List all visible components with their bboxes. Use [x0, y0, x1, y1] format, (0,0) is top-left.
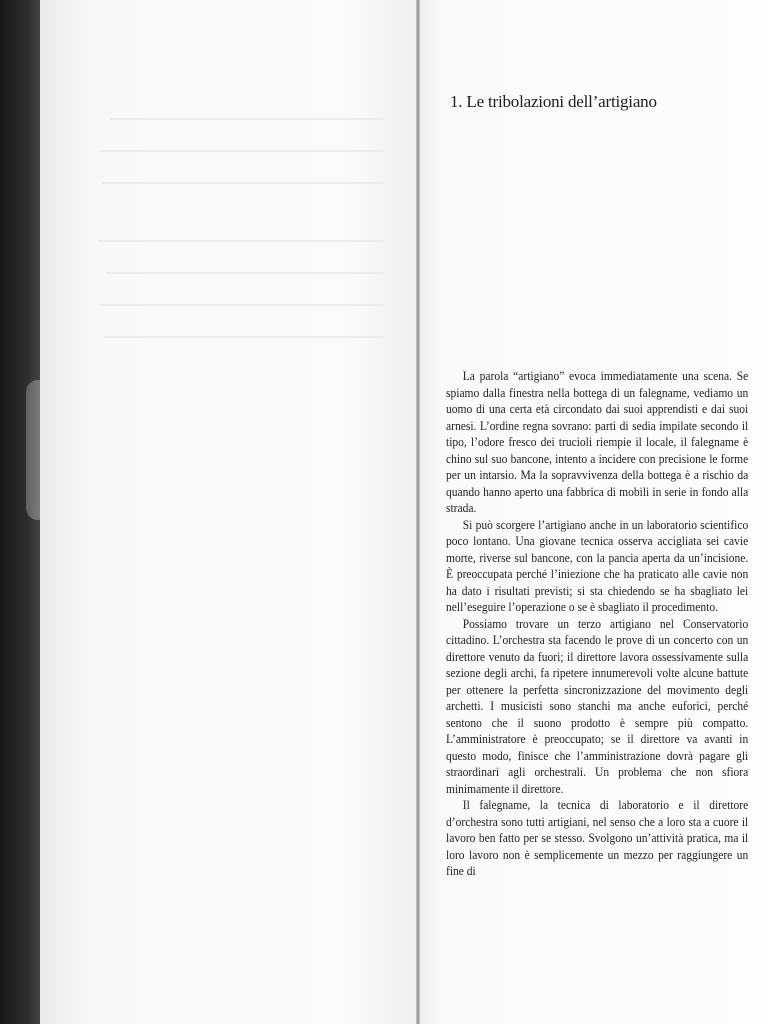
bleed-through-line: [110, 118, 384, 120]
bleed-through-line: [100, 304, 384, 306]
bleed-through-line: [98, 240, 384, 242]
paragraph: Il falegname, la tecnica di laboratorio e il direttore d’orchestra sono tutti artigiani, nel senso che a loro sta a cuore il lavoro ben fatto per se stesso. Svolgono un’attività pratica, ma il loro lavoro non è semplicemente un mezzo per raggiungere un fine di: [446, 798, 749, 878]
body-text: [446, 368, 748, 880]
bleed-through-line: [104, 336, 384, 338]
paragraph: Possiamo trovare un terzo artigiano nel Conservatorio cittadino. L’orchestra sta facendo le prove di un concerto con un direttore venuto da fuori; il direttore lavora ossessivamente sulla sezione degli archi, fa ripetere innumerevoli volte alcune battute per ottenere la perfetta sincronizzazione del movimento degli archetti. I musicisti sono stanchi ma anche euforici, perché sentono che il suono prodotto è sempre più compatto. L’amministratore è preoccupato; se il direttore va avanti in questo modo, finisce che l’amministrazione dovrà pagare gli straordinari agli orchestrali. Un problema che non sfiora minimamente il direttore.: [446, 616, 749, 796]
bleed-through-line: [102, 182, 384, 184]
bleed-through-line: [106, 272, 384, 274]
left-page-blank: [40, 0, 418, 1024]
paragraph: La parola “artigiano” evoca immediatamente una scena. Se spiamo dalla finestra nella bottega di un falegname, vediamo un uomo di una certa età circondato dai suoi apprendisti e dai suoi arnesi. L’ordine regna sovrano: parti di sedia impilate secondo il tipo, l’odore fresco dei trucioli riempie il locale, il falegname è chino sul suo bancone, intento a incidere con precisione le forme per un intarsio. Ma la sopravvivenza della bottega è a rischio da quando hanno aperto una fabbrica di mobili in serie in fondo alla strada.: [446, 369, 749, 515]
right-page: [420, 0, 768, 1024]
bleed-through-line: [100, 150, 384, 152]
chapter-title: 1. Le tribolazioni dell’artigiano: [450, 92, 657, 111]
paragraph: Si può scorgere l’artigiano anche in un laboratorio scientifico poco lontano. Una giovane tecnica osserva accigliata sei cavie morte, riverse sul bancone, con la pancia aperta da un’incisione. È preoccupata perché l’iniezione che ha praticato alle cavie non ha dato i risultati previsti; si sta chiedendo se ha sbagliato lei nell’eseguire l’operazione o se è sbagliato il procedimento.: [446, 517, 749, 614]
